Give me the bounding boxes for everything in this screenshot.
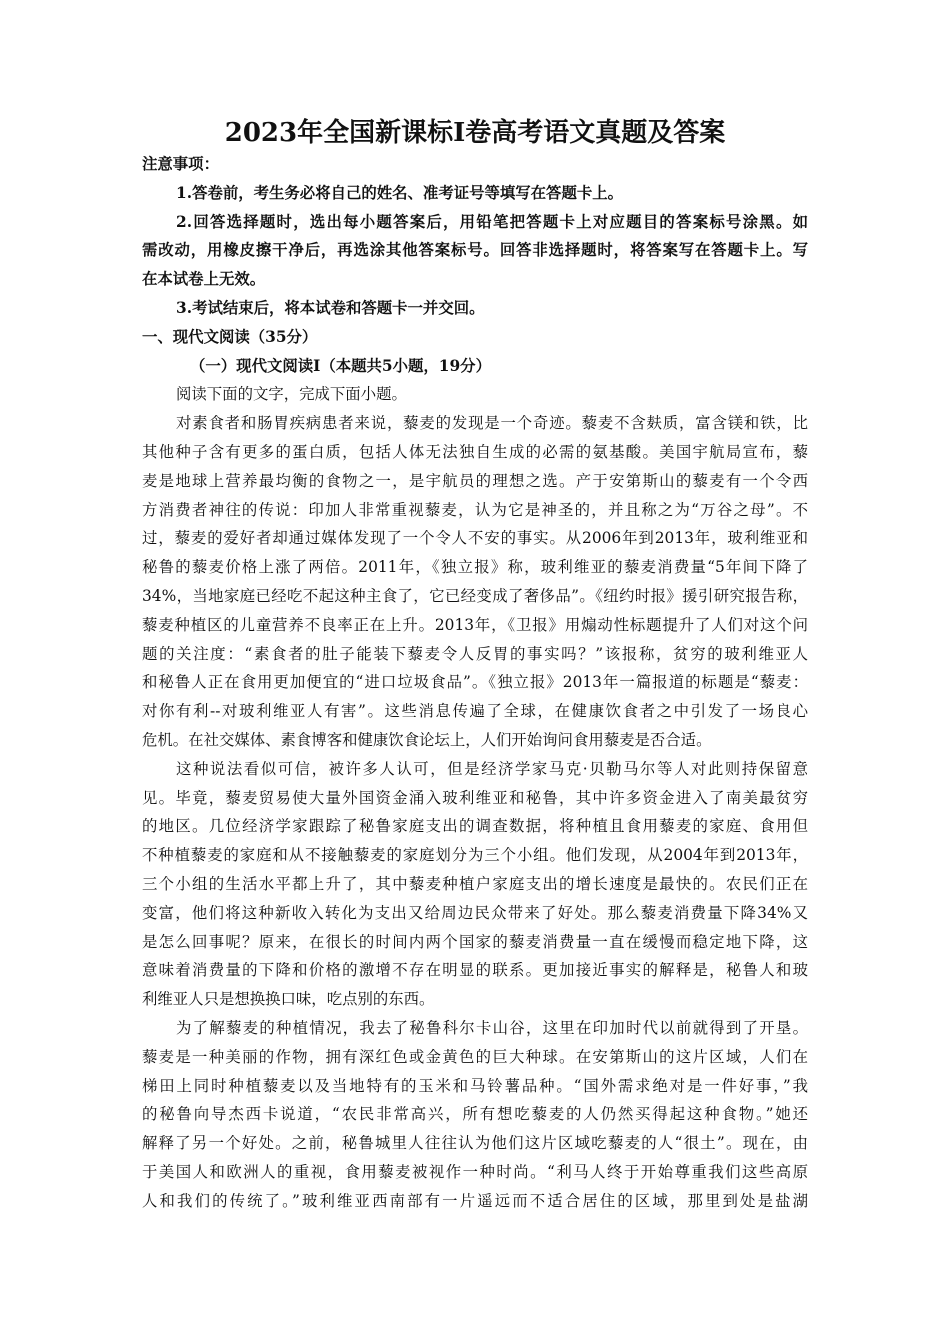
paragraph-line: 藜麦是一种美丽的作物，拥有深红色或金黄色的巨大种球。在安第斯山的这片区域，人们在 — [142, 1047, 808, 1066]
paragraph-line: 三个小组的生活水平都上升了，其中藜麦种植户家庭支出的增长速度是最快的。农民们正在 — [142, 874, 808, 893]
paragraph-line: 是怎么回事呢？原来，在很长的时间内两个国家的藜麦消费量一直在缓慢而稳定地下降，这 — [142, 932, 808, 951]
paragraph-line: 解释了另一个好处。之前，秘鲁城里人往往认为他们这片区域吃藜麦的人“很土”。现在，由 — [142, 1134, 808, 1153]
paragraph-line: 方消费者神往的传说：印加人非常重视藜麦，认为它是神圣的，并且称之为“万谷之母”。不 — [142, 500, 808, 519]
paragraph-line: 麦是地球上营养最均衡的食物之一，是宇航员的理想之选。产于安第斯山的藜麦有一个令西 — [142, 471, 808, 490]
paragraph-line: 于美国人和欧洲人的重视，食用藜麦被视作一种时尚。“利马人终于开始尊重我们这些高原 — [142, 1162, 808, 1181]
notice-heading: 注意事项： — [142, 155, 219, 173]
paragraph-line: 秘鲁的藜麦价格上涨了两倍。2011年，《独立报》称，玻利维亚的藜麦消费量“5年间下降了 — [142, 558, 808, 577]
document-body — [142, 150, 808, 1215]
paragraph-line: 人和我们的传统了。”玻利维亚西南部有一片遥远而不适合居住的区域，那里到处是盐湖 — [142, 1191, 808, 1210]
paragraph-line: 不种植藜麦的家庭和从不接触藜麦的家庭划分为三个小组。他们发现，从2004年到2013年， — [142, 846, 808, 865]
paragraph-line: 对素食者和肠胃疾病患者来说，藜麦的发现是一个奇迹。藜麦不含麸质，富含镁和铁，比 — [176, 414, 808, 433]
paragraph-line: 为了解藜麦的种植情况，我去了秘鲁科尔卡山谷，这里在印加时代以前就得到了开垦。 — [176, 1018, 808, 1037]
paragraph-line: 的秘鲁向导杰西卡说道，“农民非常高兴，所有想吃藜麦的人仍然买得起这种食物。”她还 — [142, 1105, 808, 1124]
paragraph-line: 意味着消费量的下降和价格的激增不存在明显的联系。更加接近事实的解释是，秘鲁人和玻 — [142, 961, 808, 980]
paragraph-line: 过，藜麦的爱好者却通过媒体发现了一个令人不安的事实。从2006年到2013年，玻利维亚和 — [142, 529, 808, 548]
document-title: 2023年全国新课标Ⅰ卷高考语文真题及答案 — [224, 118, 726, 148]
paragraph-line: 其他种子含有更多的蛋白质，包括人体无法独自生成的必需的氨基酸。美国宇航局宣布，藜 — [142, 442, 808, 461]
paragraph-line: 题的关注度：“素食者的肚子能装下藜麦令人反胃的事实吗？”该报称，贫穷的玻利维亚人 — [142, 644, 808, 663]
paragraph-line: 这种说法看似可信，被许多人认可，但是经济学家马克·贝勒马尔等人对此则持保留意 — [176, 759, 808, 778]
reading-instruction: 阅读下面的文字，完成下面小题。 — [176, 385, 407, 404]
notice-item-line: 1.答卷前，考生务必将自己的姓名、准考证号等填写在答题卡上。 — [176, 183, 624, 202]
section-heading: 一、现代文阅读（35分） — [142, 327, 318, 346]
notice-item-line: 2.回答选择题时，选出每小题答案后，用铅笔把答题卡上对应题目的答案标号涂黑。如 — [176, 212, 808, 231]
notice-item-line: 在本试卷上无效。 — [142, 270, 266, 289]
paragraph-line: 34%，当地家庭已经吃不起这种主食了，它已经变成了奢侈品”。《纽约时报》援引研究报告称， — [142, 586, 808, 605]
section-subheading: （一）现代文阅读Ⅰ（本题共5小题，19分） — [190, 356, 491, 375]
paragraph-line: 藜麦种植区的儿童营养不良率正在上升。2013年，《卫报》用煽动性标题提升了人们对这个问 — [142, 615, 808, 634]
paragraph-line: 和秘鲁人正在食用更加便宜的“进口垃圾食品”。《独立报》2013年一篇报道的标题是“藜麦： — [142, 673, 808, 692]
paragraph-line: 危机。在社交媒体、素食博客和健康饮食论坛上，人们开始询问食用藜麦是否合适。 — [142, 730, 712, 749]
paragraph-line: 见。毕竟，藜麦贸易使大量外国资金涌入玻利维亚和秘鲁，其中许多资金进入了南美最贫穷 — [142, 788, 808, 807]
paragraph-line: 梯田上同时种植藜麦以及当地特有的玉米和马铃薯品种。“国外需求绝对是一件好事，”我 — [142, 1076, 808, 1095]
notice-item-line: 需改动，用橡皮擦干净后，再选涂其他答案标号。回答非选择题时，将答案写在答题卡上。写 — [142, 241, 808, 260]
paragraph-line: 变富，他们将这种新收入转化为支出又给周边民众带来了好处。那么藜麦消费量下降34%又 — [142, 903, 808, 922]
paragraph-line: 对你有利--对玻利维亚人有害”。这些消息传遍了全球，在健康饮食者之中引发了一场良心 — [142, 702, 808, 721]
paragraph-line: 利维亚人只是想换换口味，吃点别的东西。 — [142, 990, 435, 1009]
paragraph-line: 的地区。几位经济学家跟踪了秘鲁家庭支出的调查数据，将种植且食用藜麦的家庭、食用但 — [142, 817, 808, 836]
notice-item-line: 3.考试结束后，将本试卷和答题卡一并交回。 — [176, 298, 485, 317]
